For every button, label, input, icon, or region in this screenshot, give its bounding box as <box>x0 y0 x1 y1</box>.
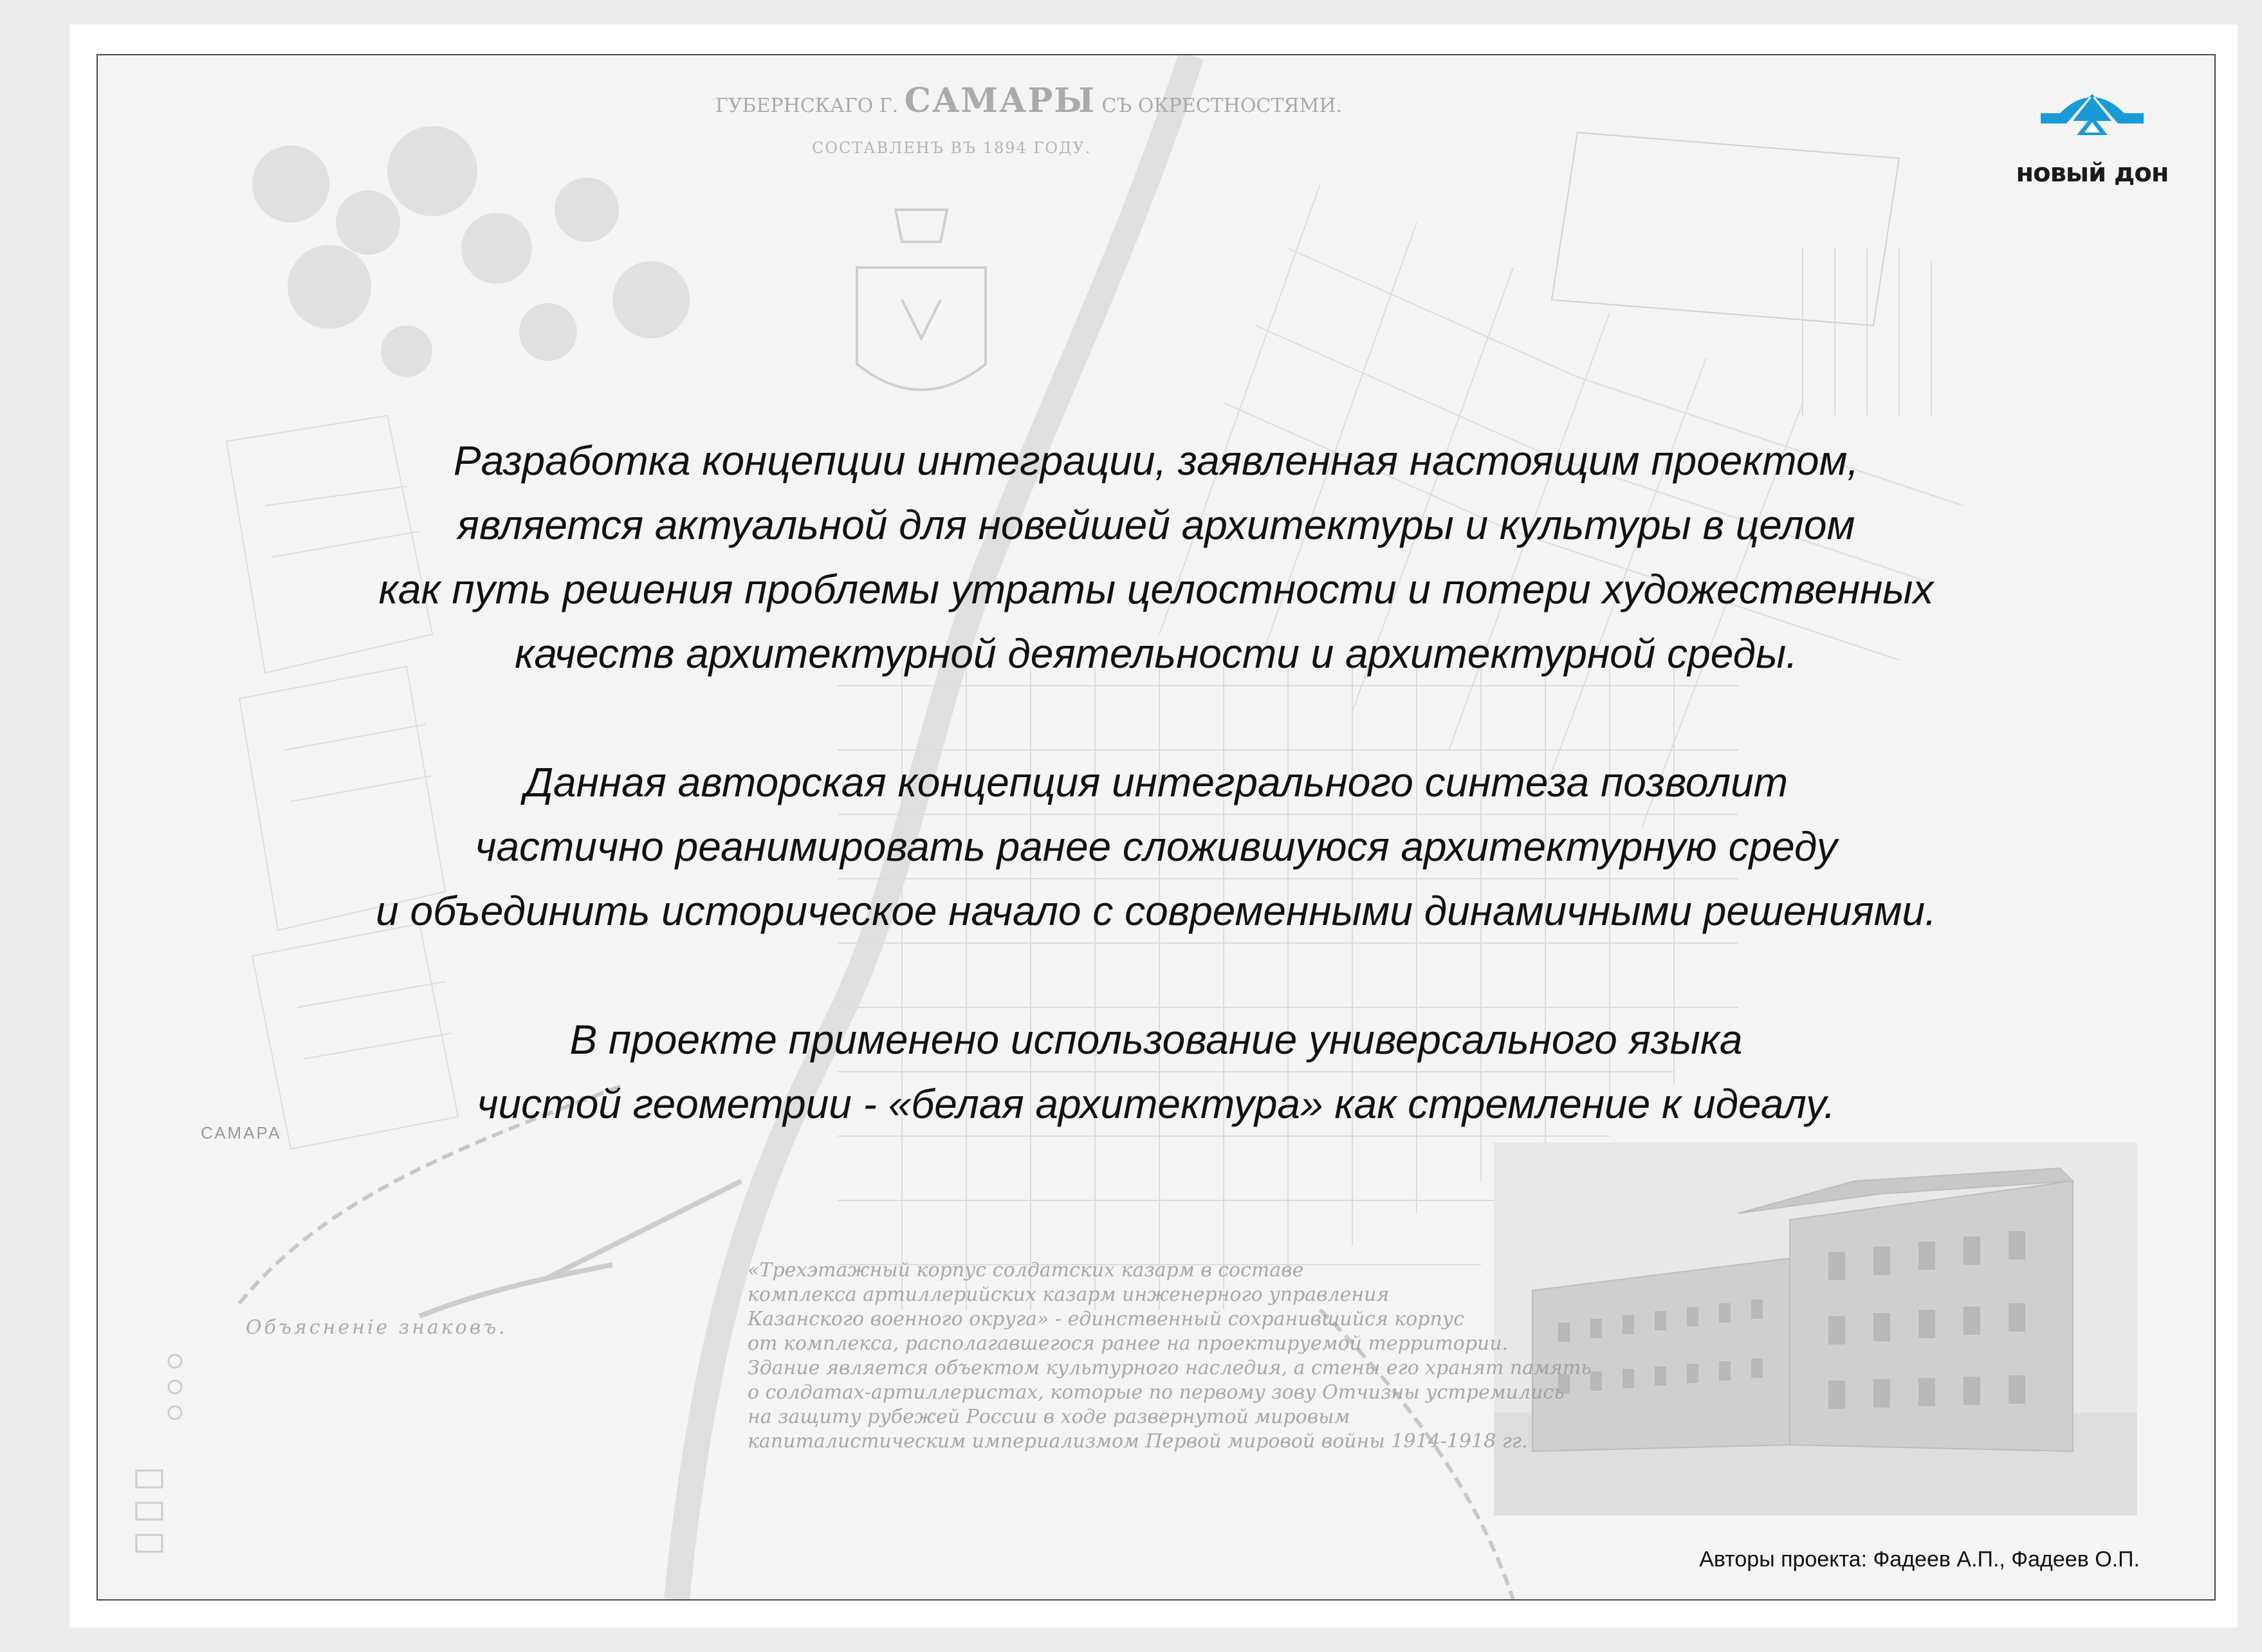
paragraph-line: чистой геометрии - «белая архитектура» как стремление к идеалу. <box>477 1081 1835 1127</box>
paragraph-line: и объединить историческое начало с современными динамичными решениями. <box>376 888 1936 934</box>
paragraph-1 <box>98 428 2214 686</box>
brand-logo <box>2015 87 2169 188</box>
map-title <box>715 81 1342 120</box>
map-legend-title: Объясненіе знаковъ. <box>246 1316 508 1339</box>
paragraph-line: В проекте применено использование универсального языка <box>569 1016 1743 1063</box>
paragraph-line: Данная авторская концепция интегрального синтеза позволит <box>524 759 1788 805</box>
map-title-prefix: ГУБЕРНСКАГО Г. <box>715 95 899 117</box>
paragraph-line: частично реанимировать ранее сложившуюся архитектурную среду <box>475 823 1837 870</box>
caption-line: на защиту рубежей России в ходе развернутой мировым <box>748 1406 1350 1428</box>
brand-name: новый дон <box>2016 158 2169 188</box>
map-title-suffix: СЪ ОКРЕСТНОСТЯМИ. <box>1101 95 1343 117</box>
poster-frame <box>97 54 2216 1601</box>
caption-line: от комплекса, располагавшегося ранее на проектируемой территории. <box>748 1332 1509 1355</box>
caption-line: «Трехэтажный корпус солдатских казарм в составе <box>748 1259 1304 1281</box>
concept-statement <box>98 428 2214 1200</box>
map-city-label: САМАРА <box>201 1123 282 1143</box>
caption-line: о солдатах-артиллеристах, которые по первому зову Отчизны устремились <box>748 1381 1565 1404</box>
paragraph-2 <box>98 750 2214 943</box>
caption-line: капиталистическим империализмом Первой мировой войны 1914-1918 гг. <box>748 1430 1528 1453</box>
paragraph-line: является актуальной для новейшей архитектуры и культуры в целом <box>457 502 1855 548</box>
caption-line: комплекса артиллерийских казарм инженерного управления <box>748 1283 1390 1306</box>
paragraph-line: качеств архитектурной деятельности и архитектурной среды. <box>515 630 1798 677</box>
paragraph-3 <box>98 1007 2214 1136</box>
paragraph-line: Разработка концепции интеграции, заявленная настоящим проектом, <box>453 437 1859 484</box>
map-title-city: САМАРЫ <box>904 81 1096 120</box>
paragraph-line: как путь решения проблемы утраты целостности и потери художественных <box>378 566 1934 612</box>
barracks-caption <box>748 1258 1648 1454</box>
project-authors: Авторы проекта: Фадеев А.П., Фадеев О.П. <box>1699 1547 2140 1572</box>
caption-line: Казанского военного округа» - единственный сохранившийся корпус <box>748 1308 1464 1330</box>
novy-don-logo-icon <box>2015 87 2169 158</box>
caption-line: Здание является объектом культурного наследия, а стены его хранят память <box>748 1357 1592 1379</box>
map-subtitle: СОСТАВЛЕНЪ ВЪ 1894 ГОДУ. <box>812 139 1092 157</box>
